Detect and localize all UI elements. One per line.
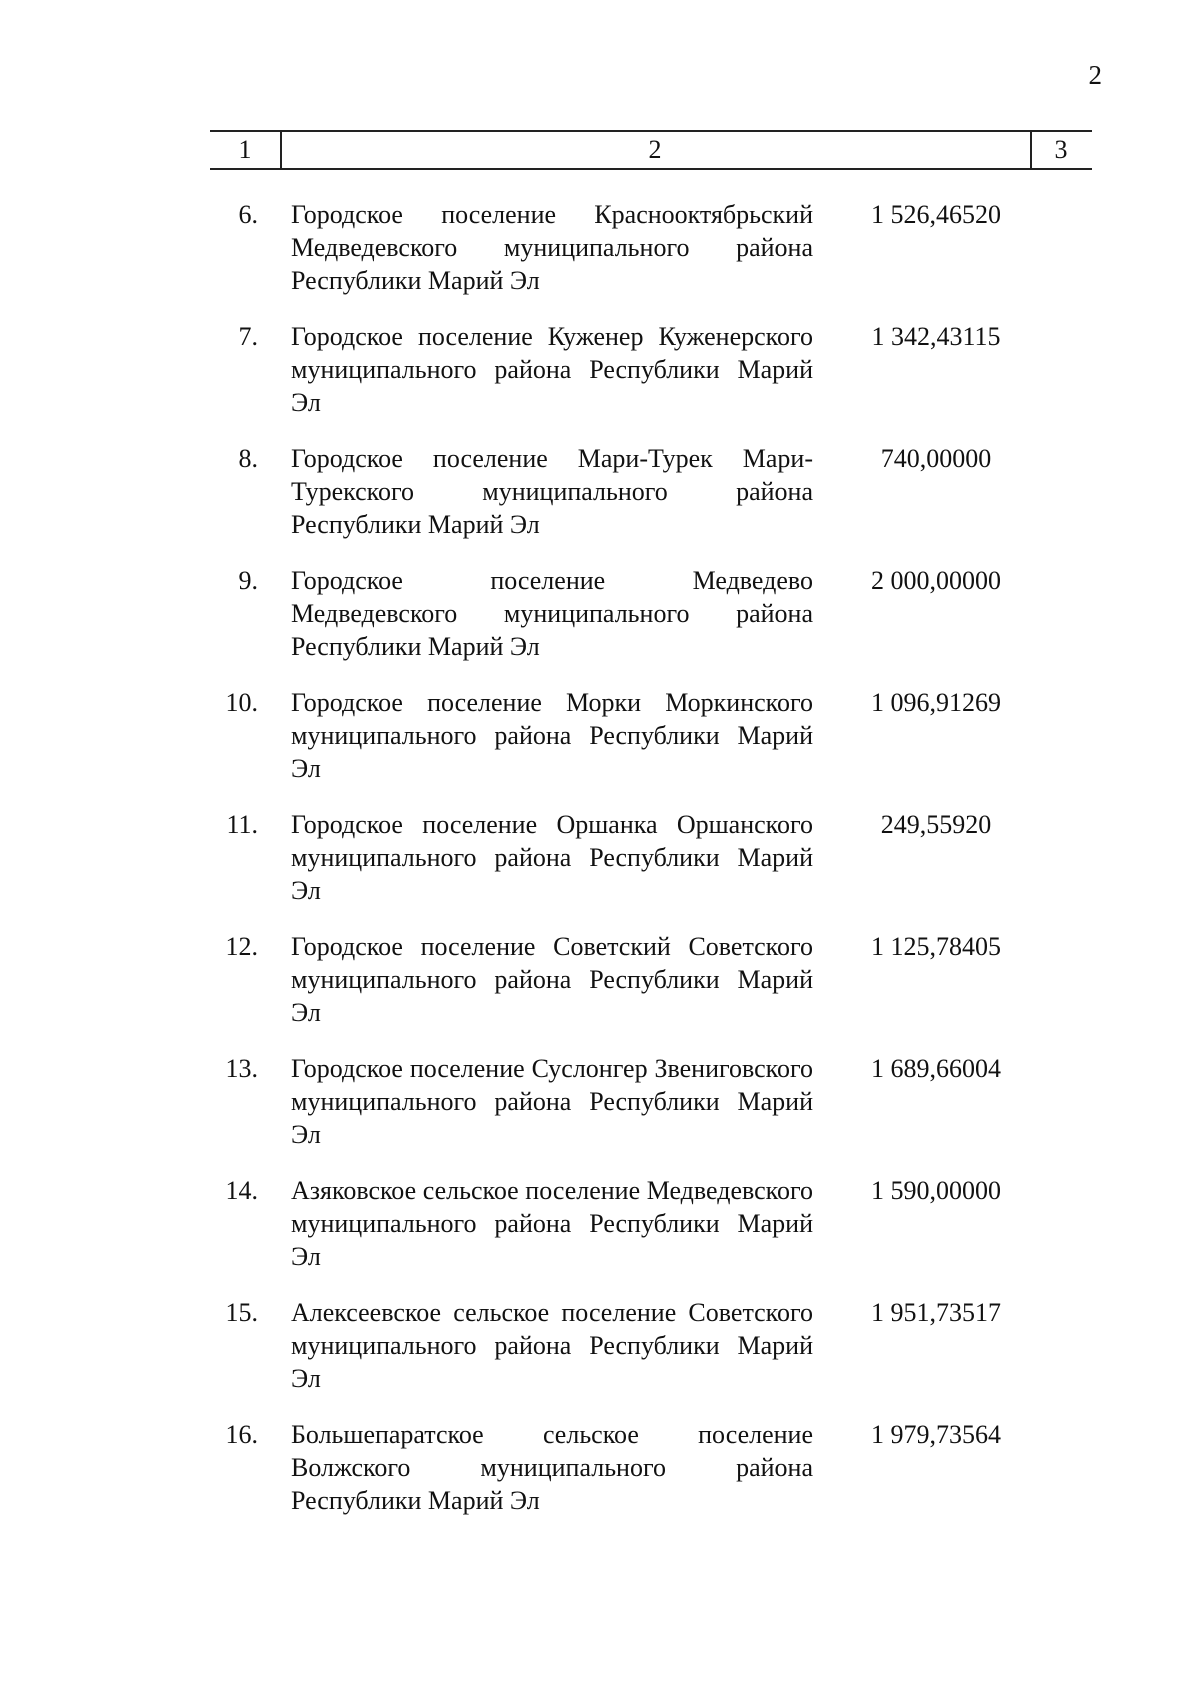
amount-value: 249,55920	[880, 810, 992, 839]
table-row	[210, 1174, 1092, 1296]
amount-value: 1 526,46520	[871, 200, 1001, 229]
settlement-name: Азяковское сельское поселение Медведевского муниципального района Республики Марий Эл	[291, 1176, 813, 1271]
table-row	[210, 1296, 1092, 1418]
amount-value: 1 342,43115	[871, 322, 1001, 351]
amount-value: 1 590,00000	[871, 1176, 1001, 1205]
row-number: 12.	[225, 932, 258, 961]
amount-value: 740,00000	[880, 444, 992, 473]
settlement-name: Городское поселение Мари-Турек Мари-Турекского муниципального района Республики Марий Эл	[291, 444, 813, 539]
table-row	[210, 564, 1092, 686]
settlement-name: Большепаратское сельское поселение Волжского муниципального района Республики Марий Эл	[291, 1420, 813, 1515]
table-row	[210, 1418, 1092, 1540]
header-col-3: 3	[1054, 135, 1068, 164]
amount-value: 1 125,78405	[871, 932, 1001, 961]
row-number: 10.	[225, 688, 258, 717]
header-col-2: 2	[280, 132, 1032, 168]
table-row	[210, 808, 1092, 930]
table-row	[210, 930, 1092, 1052]
header-col-1: 1	[210, 132, 282, 168]
row-number: 13.	[225, 1054, 258, 1083]
row-number: 6.	[238, 200, 258, 229]
row-number: 7.	[238, 322, 258, 351]
settlement-name: Городское поселение Красноoктябрьский Медведевского муниципального района Республики Марий Эл	[291, 200, 813, 295]
table-row	[210, 442, 1092, 564]
row-number: 14.	[225, 1176, 258, 1205]
amount-value: 1 979,73564	[871, 1420, 1001, 1449]
table-header	[210, 130, 1092, 170]
table-row	[210, 686, 1092, 808]
settlement-name: Городское поселение Советский Советского муниципального района Республики Марий Эл	[291, 932, 813, 1027]
amount-value: 2 000,00000	[871, 566, 1001, 595]
row-number: 16.	[225, 1420, 258, 1449]
table-row	[210, 198, 1092, 320]
row-number: 11.	[226, 810, 258, 839]
page-number: 2	[1088, 60, 1102, 90]
amount-value: 1 951,73517	[871, 1298, 1001, 1327]
settlement-name: Алексеевское сельское поселение Советского муниципального района Республики Марий Эл	[291, 1298, 813, 1393]
row-number: 8.	[238, 444, 258, 473]
settlement-name: Городское поселение Суслонгер Звениговского муниципального района Республики Марий Эл	[291, 1054, 813, 1149]
settlement-name: Городское поселение Морки Моркинского муниципального района Республики Марий Эл	[291, 688, 813, 783]
table-row	[210, 320, 1092, 442]
settlement-name: Городское поселение Куженер Куженерского муниципального района Республики Марий Эл	[291, 322, 813, 417]
table-body	[210, 198, 1092, 1540]
row-number: 15.	[225, 1298, 258, 1327]
amount-value: 1 096,91269	[871, 688, 1001, 717]
amount-value: 1 689,66004	[871, 1054, 1001, 1083]
table-row	[210, 1052, 1092, 1174]
row-number: 9.	[238, 566, 258, 595]
settlement-name: Городское поселение Медведево Медведевского муниципального района Республики Марий Эл	[291, 566, 813, 661]
settlement-name: Городское поселение Оршанка Оршанского муниципального района Республики Марий Эл	[291, 810, 813, 905]
